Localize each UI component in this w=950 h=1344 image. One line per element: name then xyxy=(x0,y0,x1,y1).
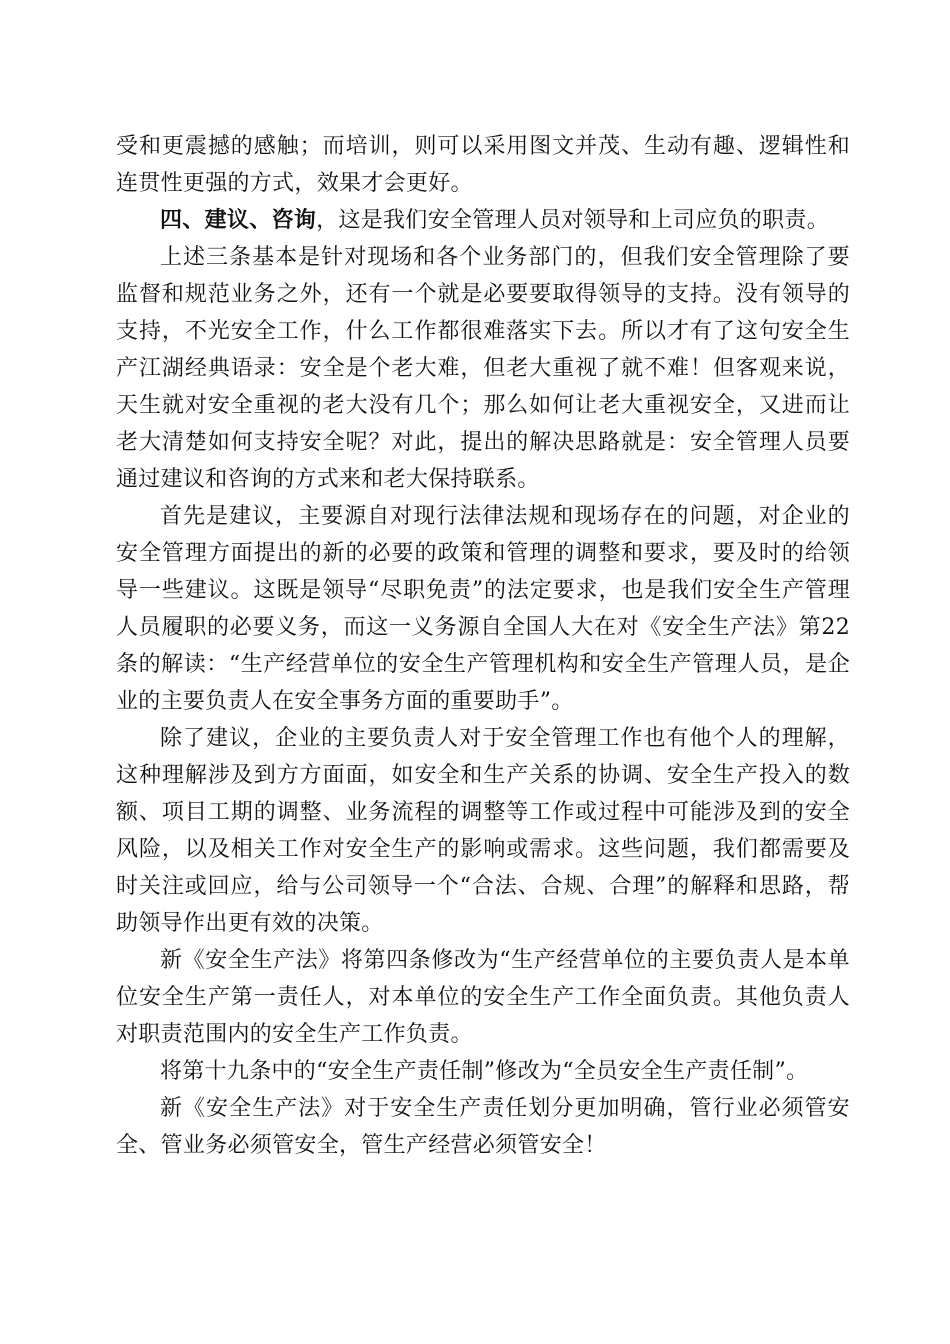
paragraph-5 xyxy=(116,720,850,942)
paragraph-8 xyxy=(116,1090,850,1164)
paragraph-1 xyxy=(116,128,850,202)
paragraph-7 xyxy=(116,1053,850,1090)
paragraph-text: 受和更震撼的感触；而培训，则可以采用图文并茂、生动有趣、逻辑性和连贯性更强的方式，效果才会更好。 xyxy=(116,134,850,196)
document-body xyxy=(116,128,850,1164)
paragraph-text: 除了建议，企业的主要负责人对于安全管理工作也有他个人的理解，这种理解涉及到方方面面，如安全和生产关系的协调、安全生产投入的数额、项目工期的调整、业务流程的调整等工作或过程中可能涉及到的安全风险，以及相关工作对安全生产的影响或需求。这些问题，我们都需要及时关注或回应，给与公司领导一个“合法、合规、合理”的解释和思路，帮助领导作出更有效的决策。 xyxy=(116,726,850,936)
paragraph-text: 上述三条基本是针对现场和各个业务部门的，但我们安全管理除了要监督和规范业务之外，还有一个就是必要要取得领导的支持。没有领导的支持，不光安全工作，什么工作都很难落实下去。所以才有了这句安全生产江湖经典语录：安全是个老大难，但老大重视了就不难！但客观来说，天生就对安全重视的老大没有几个；那么如何让老大重视安全，又进而让老大清楚如何支持安全呢？对此，提出的解决思路就是：安全管理人员要通过建议和咨询的方式来和老大保持联系。 xyxy=(116,245,850,492)
paragraph-text: ，这是我们安全管理人员对领导和上司应负的职责。 xyxy=(316,208,830,233)
paragraph-4 xyxy=(116,498,850,720)
paragraph-3 xyxy=(116,239,850,498)
section-heading: 四、建议、咨询 xyxy=(160,207,317,233)
paragraph-text: 首先是建议，主要源自对现行法律法规和现场存在的问题，对企业的安全管理方面提出的新的必要的政策和管理的调整和要求，要及时的给领导一些建议。这既是领导“尽职免责”的法定要求，也是我们安全生产管理人员履职的必要义务，而这一义务源自全国人大在对《安全生产法》第22条的解读：“生产经营单位的安全生产管理机构和安全生产管理人员，是企业的主要负责人在安全事务方面的重要助手”。 xyxy=(116,504,850,714)
paragraph-text: 新《安全生产法》将第四条修改为“生产经营单位的主要负责人是本单位安全生产第一责任人，对本单位的安全生产工作全面负责。其他负责人对职责范围内的安全生产工作负责。 xyxy=(116,948,850,1047)
paragraph-text: 将第十九条中的“安全生产责任制”修改为“全员安全生产责任制”。 xyxy=(160,1059,809,1084)
paragraph-6 xyxy=(116,942,850,1053)
paragraph-2 xyxy=(116,202,850,239)
paragraph-text: 新《安全生产法》对于安全生产责任划分更加明确，管行业必须管安全、管业务必须管安全，管生产经营必须管安全！ xyxy=(116,1096,850,1158)
